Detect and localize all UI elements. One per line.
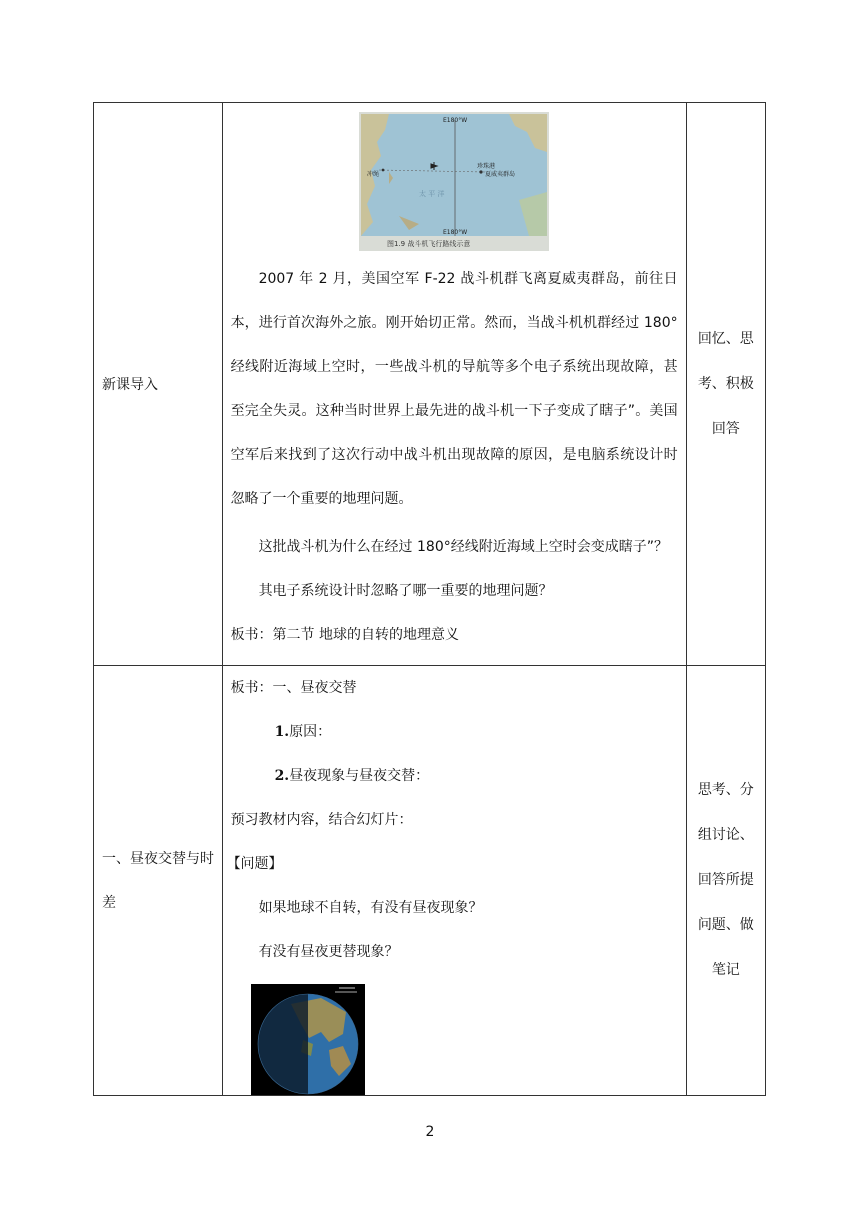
map-label-ocean: 太 平 洋	[419, 190, 445, 198]
table-row	[94, 666, 766, 1096]
activity-cell	[686, 103, 765, 666]
map-label-hawaii: 夏威夷群岛	[485, 171, 516, 178]
map-caption: 图1.9 战斗机飞行路线示意	[387, 240, 471, 248]
map-label-top: E180°W	[443, 117, 468, 124]
item-text: 原因：	[289, 724, 332, 740]
board-note: 板书：一、昼夜交替	[230, 680, 357, 696]
question-label: 【问题】	[226, 856, 283, 872]
earth-day-night-image	[251, 984, 365, 1095]
question-text: 如果地球不自转，有没有昼夜现象？	[258, 900, 483, 916]
question-text: 其电子系统设计时忽略了哪一重要的地理问题？	[258, 583, 553, 599]
activity-cell	[686, 666, 765, 1096]
section-title: 新课导入	[102, 377, 158, 393]
map-label-pearl-harbor: 珍珠港	[477, 163, 496, 170]
question-text: 这批战斗机为什么在经过 180°经线附近海域上空时会变成瞎子”？	[258, 539, 668, 555]
student-activity-text: 思考、分组讨论、回答所提问题、做笔记	[697, 782, 754, 978]
section-cell	[94, 103, 223, 666]
map-label-bottom: E180°W	[443, 229, 468, 236]
page-number: 2	[425, 1124, 435, 1140]
map-label-okinawa: 冲绳	[367, 171, 380, 178]
list-item	[231, 754, 678, 798]
list-item	[231, 710, 678, 754]
item-number: 1.	[274, 724, 290, 740]
flight-route-map-figure	[359, 112, 549, 251]
preview-instruction: 预习教材内容，结合幻灯片：	[230, 812, 413, 828]
board-note: 板书：第二节 地球的自转的地理意义	[230, 627, 460, 643]
lesson-plan-table	[93, 102, 766, 1096]
table-row	[94, 103, 766, 666]
content-cell	[222, 103, 686, 666]
question-text: 有没有昼夜更替现象？	[258, 944, 399, 960]
section-title: 一、昼夜交替与时差	[102, 850, 214, 911]
item-text: 昼夜现象与昼夜交替：	[289, 768, 430, 784]
section-cell	[94, 666, 223, 1096]
content-cell	[222, 666, 686, 1096]
intro-paragraph: 2007 年 2 月，美国空军 F-22 战斗机群飞离夏威夷群岛，前往日本，进行首次海外之旅。刚开始切正常。然而，当战斗机机群经过 180°经线附近海域上空时，一些战斗机的导航等多个电子系统出现故障，甚至完全失灵。这种当时世界上最先进的战斗机一下子变成了瞎子”。美国空军后来找到了这次行动中战斗机出现故障的原因，是电脑系统设计时忽略了一个重要的地理问题。	[230, 271, 678, 507]
student-activity-text: 回忆、思考、积极回答	[697, 330, 754, 437]
item-number: 2.	[274, 768, 290, 784]
